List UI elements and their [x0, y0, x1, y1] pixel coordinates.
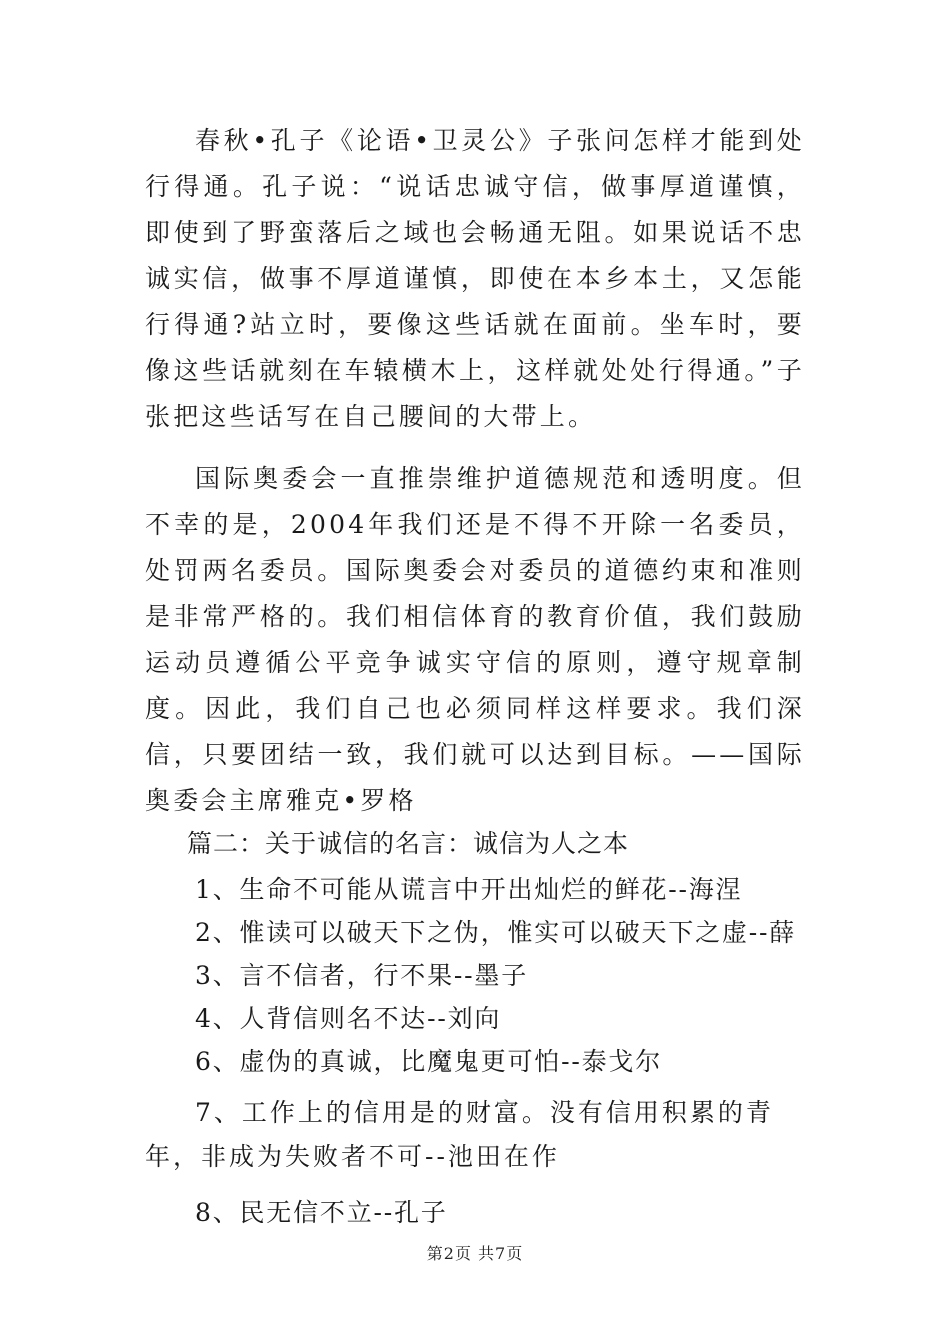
paragraph-confucius: 春秋•孔子《论语•卫灵公》子张问怎样才能到处行得通。孔子说：“说话忠诚守信，做事厚道谨慎，即使到了野蛮落后之域也会畅通无阻。如果说话不忠诚实信，做事不厚道谨慎，即使在本乡本土，又怎能行得通?站立时，要像这些话就在面前。坐车时，要像这些话就刻在车辕横木上，这样就处处行得通。”子张把这些话写在自己腰间的大带上。 — [145, 126, 805, 431]
page-number-footer: 第2页 共7页 — [426, 1244, 524, 1263]
quote-item: 4、人背信则名不达--刘向 — [195, 1004, 502, 1033]
paragraph-ioc: 国际奥委会一直推崇维护道德规范和透明度。但不幸的是，2004年我们还是不得不开除一名委员，处罚两名委员。国际奥委会对委员的道德约束和准则是非常严格的。我们相信体育的教育价值，我们鼓励运动员遵循公平竞争诚实守信的原则，遵守规章制度。因此，我们自己也必须同样这样要求。我们深信，只要团结一致，我们就可以达到目标。——国际奥委会主席雅克•罗格 — [145, 464, 805, 815]
quote-item: 6、虚伪的真诚，比魔鬼更可怕--泰戈尔 — [195, 1047, 663, 1076]
quote-item: 1、生命不可能从谎言中开出灿烂的鲜花--海涅 — [195, 875, 743, 904]
quote-item: 8、民无信不立--孔子 — [195, 1198, 448, 1227]
quote-item: 3、言不信者，行不果--墨子 — [195, 961, 529, 990]
document-body — [145, 118, 805, 1242]
paragraph-gap — [145, 440, 805, 456]
quote-item: 7、工作上的信用是的财富。没有信用积累的青年，非成为失败者不可--池田在作 — [145, 1098, 774, 1171]
quote-item: 2、惟读可以破天下之伪，惟实可以破天下之虚--薛 — [195, 918, 797, 947]
section-heading: 篇二：关于诚信的名言：诚信为人之本 — [187, 829, 630, 858]
